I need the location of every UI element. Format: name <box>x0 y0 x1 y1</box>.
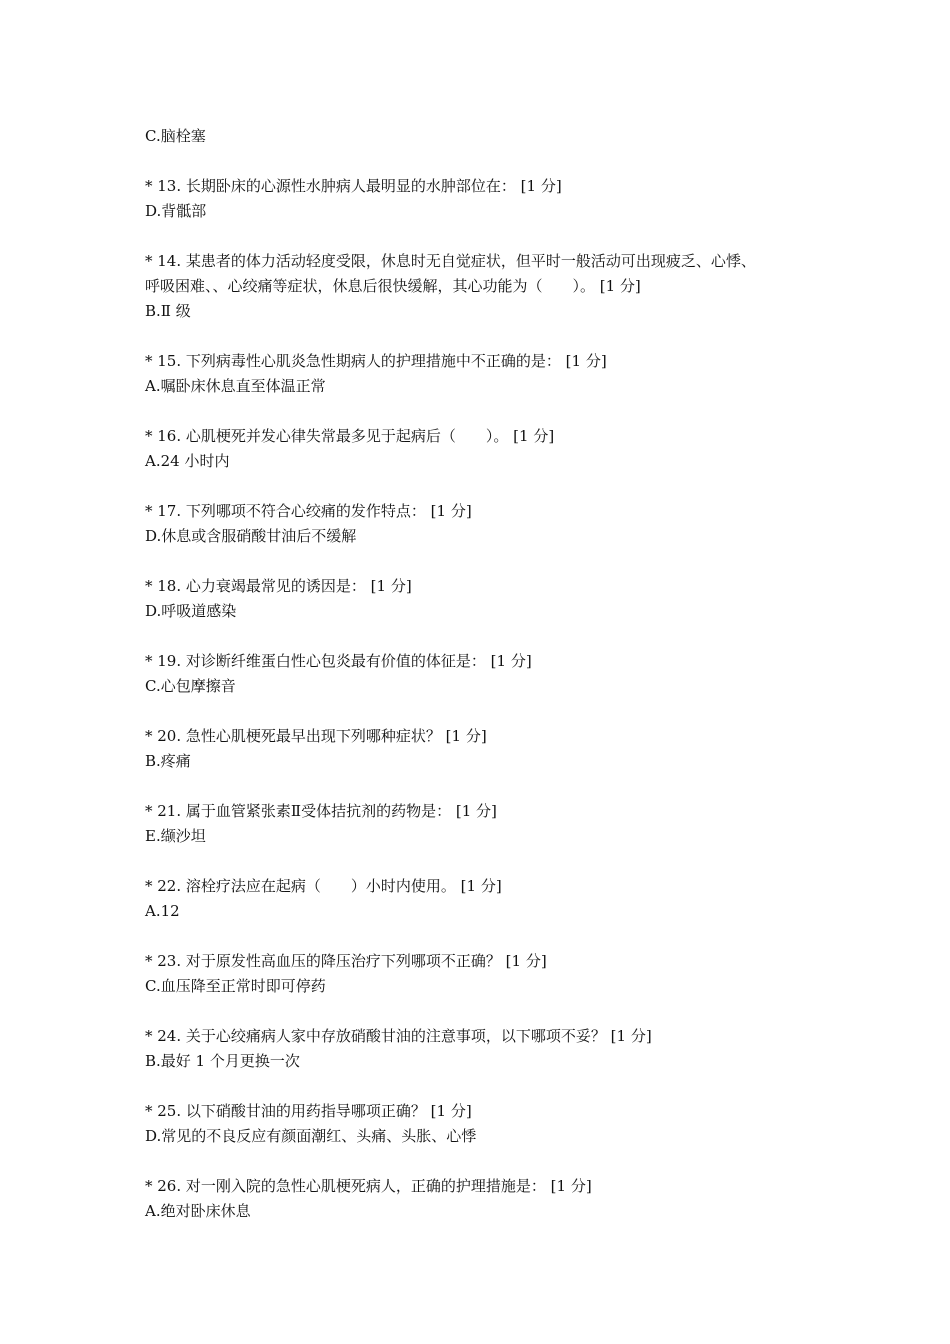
answer-text: D.呼吸道感染 <box>145 602 237 620</box>
question-text: * 22. 溶栓疗法应在起病（ ）小时内使用。 [1 分] <box>145 877 502 895</box>
question-text: * 15. 下列病毒性心肌炎急性期病人的护理措施中不正确的是： [1 分] <box>145 352 607 370</box>
question-text: * 17. 下列哪项不符合心绞痛的发作特点： [1 分] <box>145 502 472 520</box>
question-item-20 <box>145 724 825 774</box>
question-text: * 19. 对诊断纤维蛋白性心包炎最有价值的体征是： [1 分] <box>145 652 532 670</box>
question-text: * 21. 属于血管紧张素Ⅱ受体拮抗剂的药物是： [1 分] <box>145 802 497 820</box>
answer-text: D.背骶部 <box>145 202 207 220</box>
answer-text: A.12 <box>145 902 180 920</box>
question-text: * 24. 关于心绞痛病人家中存放硝酸甘油的注意事项，以下哪项不妥？ [1 分] <box>145 1027 652 1045</box>
question-item-23 <box>145 949 825 999</box>
answer-text: E.缬沙坦 <box>145 827 206 845</box>
question-text: * 23. 对于原发性高血压的降压治疗下列哪项不正确？ [1 分] <box>145 952 547 970</box>
answer-text: D.常见的不良反应有颜面潮红、头痛、头胀、心悸 <box>145 1127 477 1145</box>
question-text: * 13. 长期卧床的心源性水肿病人最明显的水肿部位在： [1 分] <box>145 177 562 195</box>
question-item-18 <box>145 574 825 624</box>
question-item-22 <box>145 874 825 924</box>
answer-text: B.疼痛 <box>145 752 191 770</box>
answer-text: A.绝对卧床休息 <box>145 1202 251 1220</box>
answer-text: C.心包摩擦音 <box>145 677 236 695</box>
answer-text: A.24 小时内 <box>145 452 230 470</box>
question-item-17 <box>145 499 825 549</box>
question-text-continued: 呼吸困难、、心绞痛等症状，休息后很快缓解，其心功能为（ ）。 [1 分] <box>145 277 641 295</box>
answer-text: D.休息或含服硝酸甘油后不缓解 <box>145 527 357 545</box>
question-item-21 <box>145 799 825 849</box>
question-list <box>145 124 825 1224</box>
answer-text: B.Ⅱ 级 <box>145 302 191 320</box>
question-item-15 <box>145 349 825 399</box>
question-item-19 <box>145 649 825 699</box>
question-item-24 <box>145 1024 825 1074</box>
question-item-16 <box>145 424 825 474</box>
question-text: * 14. 某患者的体力活动轻度受限，休息时无自觉症状，但平时一般活动可出现疲乏、心悸、 <box>145 252 756 270</box>
question-item-13 <box>145 174 825 224</box>
question-item-26 <box>145 1174 825 1224</box>
answer-text: A.嘱卧床休息直至体温正常 <box>145 377 326 395</box>
question-item-25 <box>145 1099 825 1149</box>
answer-text: C.血压降至正常时即可停药 <box>145 977 326 995</box>
question-text: * 18. 心力衰竭最常见的诱因是： [1 分] <box>145 577 412 595</box>
answer-text: B.最好 1 个月更换一次 <box>145 1052 300 1070</box>
question-text: * 20. 急性心肌梗死最早出现下列哪种症状？ [1 分] <box>145 727 487 745</box>
question-text: * 16. 心肌梗死并发心律失常最多见于起病后（ ）。 [1 分] <box>145 427 555 445</box>
question-text: * 25. 以下硝酸甘油的用药指导哪项正确？ [1 分] <box>145 1102 472 1120</box>
question-text: * 26. 对一刚入院的急性心肌梗死病人，正确的护理措施是： [1 分] <box>145 1177 592 1195</box>
leading-answer: C.脑栓塞 <box>145 127 206 145</box>
question-item-14 <box>145 249 825 324</box>
